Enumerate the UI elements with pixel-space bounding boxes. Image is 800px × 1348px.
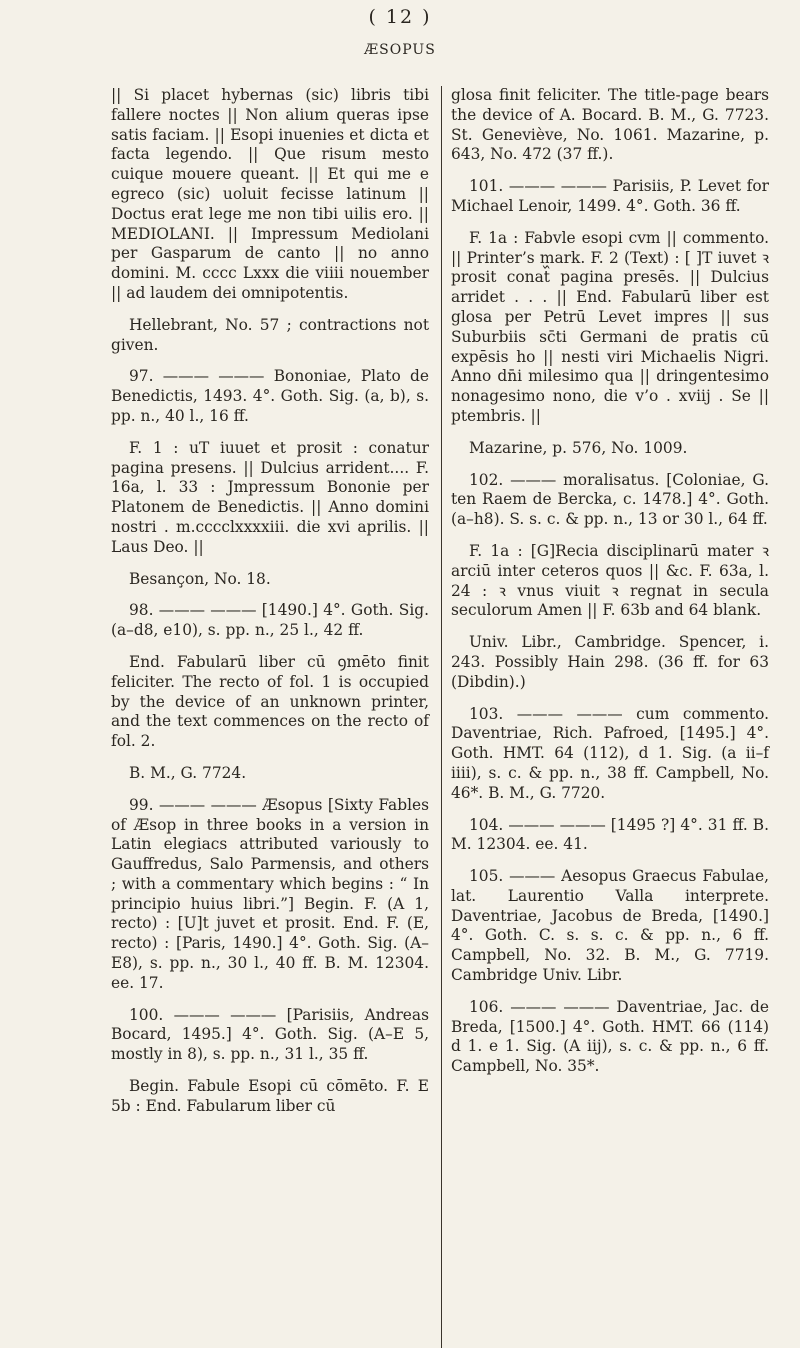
running-title: ÆSOPUS <box>364 42 436 58</box>
entry-paragraph: 101. ——— ——— Parisiis, P. Levet for Michael Lenoir, 1499. 4°. Goth. 36 ff. <box>451 177 769 215</box>
left-column <box>111 86 429 1129</box>
entry-paragraph: F. 1a : Fabvle esopi cvm || commento. || Printer’s mark. F. 2 (Text) : [ ]T iuvet ꝛ prosit conat᷈ pagina presēs. || Dulcius arridet . . . || End. Fabularū liber est glosa per Petrū Levet impres || sus Suburbiis sc̄ti Germani de pratis cū expēsis ho || nesti viri Michaelis Nigri. Anno dn̄i milesimo qua || dringentesimo nonagesimo nono, die v’o . xviij . Se || ptembris. || <box>451 228 769 425</box>
entry-paragraph: 100. ——— ——— [Parisiis, Andreas Bocard, 1495.] 4°. Goth. Sig. (A–E 5, mostly in 8), s. pp. n., 31 l., 35 ff. <box>111 1005 429 1064</box>
entry-paragraph: F. 1a : [G]Recia disciplinarū mater ꝛ arciū inter ceteros quos || &c. F. 63a, l. 24 : ꝛ vnus viuit ꝛ regnat in secula seculorum Amen || F. 63b and 64 blank. <box>451 541 769 620</box>
entry-paragraph: glosa finit feliciter. The title-page bears the device of A. Bocard. B. M., G. 7723. St. Geneviève, No. 1061. Mazarine, p. 643, No. 472 (37 ff.). <box>451 86 769 164</box>
page-number: ( 12 ) <box>368 6 432 28</box>
entry-paragraph: End. Fabularū liber cū ꝯmēto finit feliciter. The recto of fol. 1 is occupied by the device of an unknown printer, and the text commences on the recto of fol. 2. <box>111 652 429 751</box>
entry-paragraph: Besançon, No. 18. <box>129 569 271 588</box>
entry-paragraph: 98. ——— ——— [1490.] 4°. Goth. Sig. (a–d8, e10), s. pp. n., 25 l., 42 ff. <box>111 601 429 640</box>
entry-paragraph: 106. ——— ——— Daventriae, Jac. de Breda, [1500.] 4°. Goth. HMT. 66 (114) d 1. e 1. Sig. (A iij), s. c. & pp. n., 6 ff. Campbell, No. 35*. <box>451 997 769 1076</box>
right-column <box>451 86 769 1089</box>
entry-paragraph: 102. ——— moralisatus. [Coloniae, G. ten Raem de Bercka, c. 1478.] 4°. Goth. (a–h8). S. s. c. & pp. n., 13 or 30 l., 64 ff. <box>451 470 769 529</box>
entry-paragraph: 103. ——— ——— cum commento. Daventriae, Rich. Pafroed, [1495.] 4°. Goth. HMT. 64 (112), d 1. Sig. (a ii–f iiii), s. c. & pp. n., 38 ff. Campbell, No. 46*. B. M., G. 7720. <box>451 704 769 802</box>
entry-paragraph: F. 1 : uT iuuet et prosit : conatur pagina presens. || Dulcius arrident.... F. 16a, l. 33 : Jmpressum Bononie per Platonem de Benedictis. || Anno domini nostri . m.cccclxxxxiii. die xvi aprilis. || Laus Deo. || <box>111 438 429 556</box>
entry-paragraph: || Si placet hybernas (sic) libris tibi fallere noctes || Non alium queras ipse satis faciam. || Esopi inuenies et dicta et facta legendo. || Que risum mesto cuique mouere queant. || Et qui me e egreco (sic) uoluit fecisse latinum || Doctus erat lege me non tibi uilis ero. || MEDIOLANI. || Impressum Mediolani per Gasparum de canto || no anno domini. M. cccc Lxxx die viiii nouember || ad laudem dei omnipotentis. <box>111 86 429 302</box>
entry-paragraph: 105. ——— Aesopus Graecus Fabulae, lat. Laurentio Valla interprete. Daventriae, Jacobus de Breda, [1490.] 4°. Goth. C. s. s. c. & pp. n., 6 ff. Campbell, No. 32. B. M., G. 7719. Cambridge Univ. Libr. <box>451 867 769 985</box>
entry-paragraph: 104. ——— ——— [1495 ?] 4°. 31 ff. B. M. 12304. ee. 41. <box>451 815 769 854</box>
column-divider <box>441 86 442 1348</box>
entry-paragraph: Hellebrant, No. 57 ; contractions not given. <box>111 315 429 354</box>
entry-paragraph: Univ. Libr., Cambridge. Spencer, i. 243. Possibly Hain 298. (36 ff. for 63 (Dibdin).) <box>451 633 769 691</box>
entry-paragraph: 97. ——— ——— Bononiae, Plato de Benedictis, 1493. 4°. Goth. Sig. (a, b), s. pp. n., 40 l., 16 ff. <box>111 367 429 425</box>
entry-paragraph: B. M., G. 7724. <box>129 763 247 782</box>
entry-paragraph: Mazarine, p. 576, No. 1009. <box>469 438 688 457</box>
entry-paragraph: 99. ——— ——— Æsopus [Sixty Fables of Æsop in three books in a version in Latin elegiacs attributed variously to Gauffredus, Salo Parmensis, and others ; with a commentary which begins : “ In principio huius libri.”] Begin. F. (A 1, recto) : [U]t juvet et prosit. End. F. (E, recto) : [Paris, 1490.] 4°. Goth. Sig. (A–E8), s. pp. n., 30 l., 40 ff. B. M. 12304. ee. 17. <box>111 795 429 992</box>
entry-paragraph: Begin. Fabule Esopi cū cōmēto. F. E 5b : End. Fabularum liber cū <box>111 1077 429 1115</box>
